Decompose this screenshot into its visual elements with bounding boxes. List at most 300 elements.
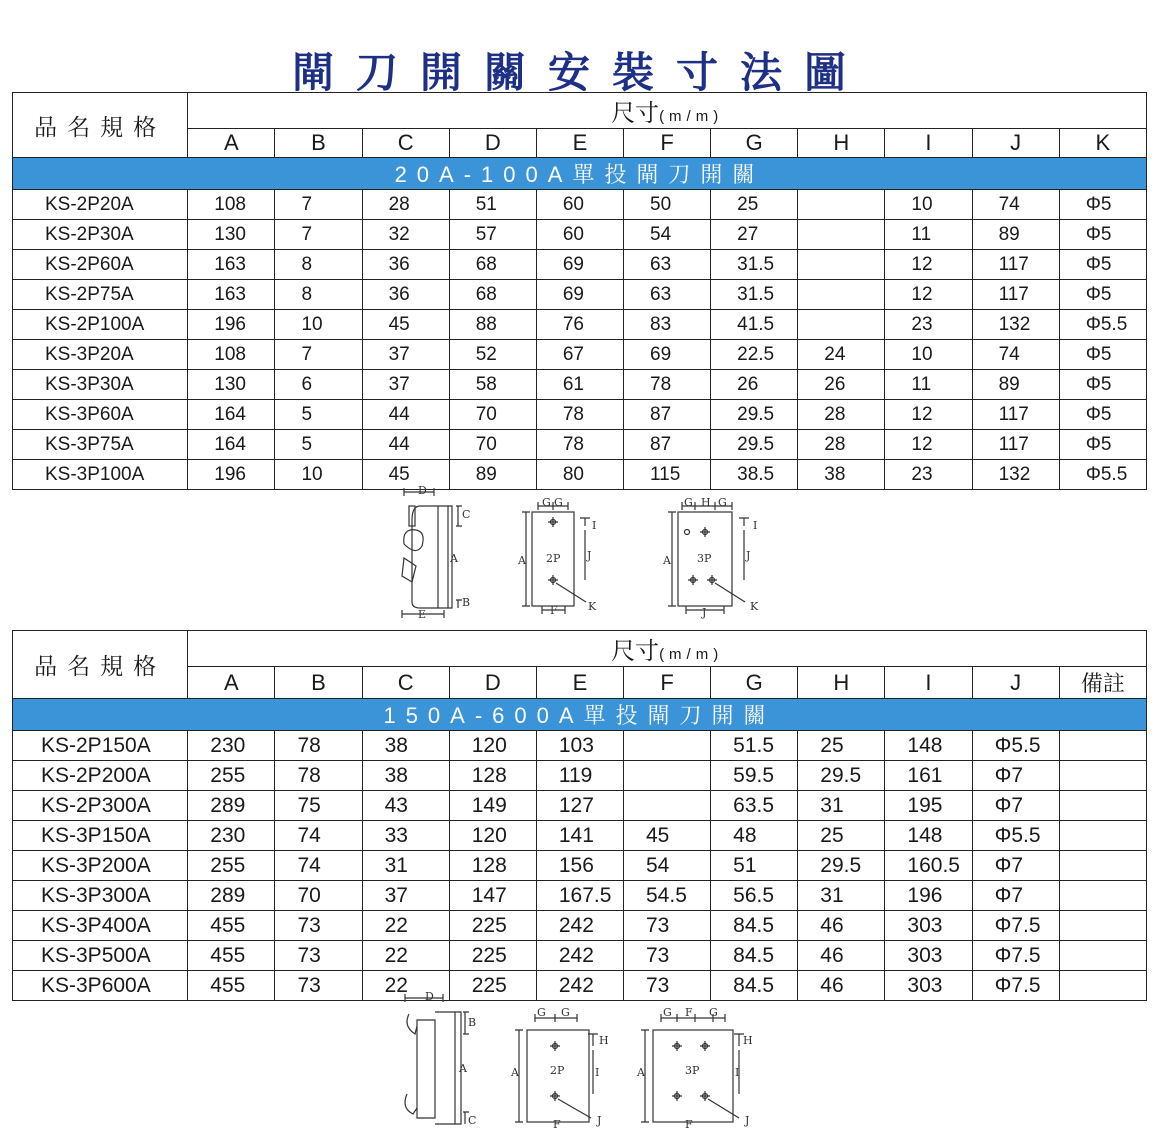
fig1-3p-label-i: I [753,519,758,532]
dimension-cell: 44 [362,400,449,430]
dimension-cell: 26 [711,370,798,400]
fig2-3p-label-a: A [637,1066,645,1079]
table-body [13,190,1147,490]
dimension-cell: 130 [188,370,275,400]
dimension-cell: 289 [188,881,275,911]
dimension-cell: Φ5.5 [1059,310,1146,340]
dimension-cell: 26 [798,370,885,400]
dimension-cell: 27 [711,220,798,250]
model-name-cell: KS-2P300A [13,791,188,821]
fig2-2p-label-j: J [597,1114,602,1127]
table-row [13,220,1147,250]
dimension-cell: 45 [362,460,449,490]
dimension-cell: Φ5 [1059,280,1146,310]
dimension-cell: 59.5 [711,761,798,791]
dimension-cell: Φ5 [1059,220,1146,250]
dimension-cell: 108 [188,190,275,220]
dimension-cell: 455 [188,911,275,941]
dimension-cell: 117 [972,430,1059,460]
dimension-cell: 11 [885,370,972,400]
column-header: I [885,667,972,699]
dimension-cell: 70 [275,881,362,911]
dimension-cell: 63 [624,250,711,280]
dimension-cell: 60 [536,220,623,250]
dimension-cell: 41.5 [711,310,798,340]
column-header: F [624,129,711,158]
dimension-cell: 163 [188,250,275,280]
dimension-cell: 38 [362,731,449,761]
dimension-cell: 75 [275,791,362,821]
fig1-2p-label-2p: 2P [546,552,561,565]
dimension-cell: 7 [275,190,362,220]
model-name-cell: KS-3P400A [13,911,188,941]
dimension-cell: 108 [188,340,275,370]
dimension-cell: 60 [536,190,623,220]
dimension-cell: 115 [624,460,711,490]
dimension-cell: 149 [449,791,536,821]
dimension-cell [1059,821,1146,851]
fig2-2p-label-2p: 2P [550,1064,565,1077]
fig2-side-label-d: D [425,990,434,1003]
dimension-cell: 5 [275,400,362,430]
dimension-cell: 12 [885,400,972,430]
unit-label: (m/m) [659,108,724,125]
fig1-3p-label-h: H [701,496,711,509]
dimension-cell: 52 [449,340,536,370]
dimension-cell: 230 [188,731,275,761]
dimension-cell: 29.5 [711,430,798,460]
dimension-cell [1059,971,1146,1001]
dimension-cell: 51.5 [711,731,798,761]
dimension-cell: 255 [188,761,275,791]
dimension-cell: 31.5 [711,250,798,280]
dimension-cell: Φ5 [1059,370,1146,400]
dimension-cell: 51 [449,190,536,220]
dimension-cell: 69 [624,340,711,370]
dimension-cell: Φ5.5 [972,821,1059,851]
dimension-cell: 87 [624,430,711,460]
dimension-cell: 156 [536,851,623,881]
model-name-cell: KS-3P20A [13,340,188,370]
model-name-cell: KS-3P30A [13,370,188,400]
dimension-cell: 73 [624,971,711,1001]
dimension-cell: 28 [798,430,885,460]
dimension-cell: 196 [188,460,275,490]
fig1-2p-label-a: A [518,554,526,567]
model-name-cell: KS-2P150A [13,731,188,761]
dimension-cell: 117 [972,250,1059,280]
table-row [13,821,1147,851]
dimension-label: 尺寸 [611,100,660,127]
name-header: 品名規格 [13,93,188,158]
fig2-3p-label-bottom: F [685,1118,693,1128]
dimension-cell: 43 [362,791,449,821]
fig2-3p-label-h: H [743,1034,753,1047]
dimension-cell: 127 [536,791,623,821]
dimension-cell [1059,761,1146,791]
model-name-cell: KS-2P200A [13,761,188,791]
dimension-cell: 7 [275,340,362,370]
fig1-side-label-e: E [418,608,427,621]
dimension-cell: 45 [362,310,449,340]
dimension-cell: 73 [275,911,362,941]
column-header: D [449,129,536,158]
dimension-cell: 225 [449,911,536,941]
dimension-cell: Φ7.5 [972,971,1059,1001]
column-header: D [449,667,536,699]
dimension-cell: 289 [188,791,275,821]
column-header: A [188,667,275,699]
model-name-cell: KS-2P30A [13,220,188,250]
dimension-cell: 8 [275,250,362,280]
dimension-cell: Φ5 [1059,340,1146,370]
dimension-cell: 12 [885,250,972,280]
table-row [13,310,1147,340]
dimension-cell [1059,731,1146,761]
dimension-cell: 38 [362,761,449,791]
dimension-cell: 84.5 [711,971,798,1001]
dimension-drawing-1 [390,484,770,624]
dimension-cell: 74 [972,190,1059,220]
fig2-3p-label-3p: 3P [685,1064,700,1077]
dimension-cell: 74 [972,340,1059,370]
fig1-2p-label-k: K [588,600,597,613]
dimension-cell: 36 [362,250,449,280]
dimension-cell: 38 [798,460,885,490]
dimension-cell: 167.5 [536,881,623,911]
dimension-cell: 24 [798,340,885,370]
table-body [13,731,1147,1001]
fig2-2p-label-i: I [595,1066,600,1079]
dimension-cell: 28 [362,190,449,220]
fig2-3p-label-g1: G [663,1006,672,1019]
dimension-cell: 69 [536,250,623,280]
dimension-cell: Φ5 [1059,400,1146,430]
dimension-cell: 22 [362,971,449,1001]
dimension-cell: 12 [885,430,972,460]
dimension-cell: 68 [449,250,536,280]
fig1-3p-label-bottom: J [702,606,707,619]
dimension-label: 尺寸 [611,638,660,665]
dimension-cell: 44 [362,430,449,460]
model-name-cell: KS-2P60A [13,250,188,280]
dimension-cell: 196 [188,310,275,340]
dimension-cell [624,791,711,821]
dimension-cell: 163 [188,280,275,310]
table-row [13,881,1147,911]
dimension-cell: 147 [449,881,536,911]
fig2-2p-label-g2: G [561,1006,570,1019]
dimension-cell [1059,851,1146,881]
dimension-cell: 303 [885,971,972,1001]
dimension-cell: 50 [624,190,711,220]
table-row [13,851,1147,881]
dimension-cell: 54 [624,220,711,250]
dimension-cell: 303 [885,911,972,941]
dimension-cell: 38.5 [711,460,798,490]
fig1-2p-label-f: F [550,604,558,617]
dimension-cell: 68 [449,280,536,310]
model-name-cell: KS-2P75A [13,280,188,310]
dimension-cell: 141 [536,821,623,851]
dimension-cell: 148 [885,731,972,761]
column-header: G [711,129,798,158]
dimension-cell: Φ5 [1059,250,1146,280]
dimension-cell: 87 [624,400,711,430]
fig1-2p-label-j: J [587,549,592,562]
dimension-cell: 78 [275,761,362,791]
dimension-cell: Φ7 [972,851,1059,881]
fig1-3p-label-k: K [750,600,759,613]
dimension-cell: 161 [885,761,972,791]
dimension-cell: 29.5 [798,851,885,881]
dimension-cell: 76 [536,310,623,340]
dimension-cell: 67 [536,340,623,370]
fig1-3p-label-g2: G [718,496,727,509]
dimension-cell: 22 [362,911,449,941]
column-header: E [536,129,623,158]
dimension-cell: 46 [798,911,885,941]
section-band: 20A-100A單投閘刀開關 [13,158,1147,190]
dimension-cell: 61 [536,370,623,400]
model-name-cell: KS-3P100A [13,460,188,490]
dimension-cell [1059,881,1146,911]
column-header: J [972,667,1059,699]
dimension-cell: 63.5 [711,791,798,821]
dimension-cell: Φ7 [972,881,1059,911]
dimension-cell: 37 [362,340,449,370]
dimension-cell: 255 [188,851,275,881]
fig2-side-label-c: C [468,1114,477,1127]
fig1-side-label-a: A [450,552,458,565]
spec-table-20a-100a [12,92,1147,490]
dimension-cell: 22.5 [711,340,798,370]
dimension-cell: 7 [275,220,362,250]
dimension-cell: 23 [885,460,972,490]
dimension-cell: 117 [972,400,1059,430]
dimension-cell: 73 [275,971,362,1001]
dimension-cell: Φ7 [972,761,1059,791]
dimension-cell: 12 [885,280,972,310]
dimension-cell: 46 [798,941,885,971]
fig1-2p-label-i: I [592,519,597,532]
fig2-2p-label-h: H [599,1034,609,1047]
dimension-cell: 89 [972,370,1059,400]
fig1-side-label-d: D [418,484,427,497]
dimension-cell: 51 [711,851,798,881]
dimension-cell [798,280,885,310]
dimension-cell: 119 [536,761,623,791]
table-row [13,400,1147,430]
dimension-cell: 54 [624,851,711,881]
dimension-cell [624,761,711,791]
dimension-cell: Φ5 [1059,190,1146,220]
dimension-cell [798,220,885,250]
column-header: C [362,129,449,158]
dimension-cell: 78 [536,430,623,460]
model-name-cell: KS-3P60A [13,400,188,430]
dimension-cell [798,250,885,280]
fig1-2p-label-g1: G [542,496,551,509]
fig2-3p-label-g2: G [709,1006,718,1019]
fig2-2p-label-f: F [553,1118,561,1128]
dimension-cell: 196 [885,881,972,911]
fig2-3p-label-f: F [685,1006,693,1019]
dimension-cell: 89 [449,460,536,490]
dimension-cell: 73 [275,941,362,971]
table-row [13,250,1147,280]
dimension-cell: 37 [362,370,449,400]
name-header: 品名規格 [13,631,188,699]
dimension-cell: 455 [188,971,275,1001]
dimension-cell: 74 [275,851,362,881]
fig1-3p-label-a: A [663,554,671,567]
dimension-cell: 132 [972,310,1059,340]
column-header: 備註 [1059,667,1146,699]
fig1-2p-label-g2: G [554,496,563,509]
model-name-cell: KS-3P75A [13,430,188,460]
fig2-3p-label-i: I [735,1066,740,1079]
column-header: K [1059,129,1146,158]
dimension-cell: 48 [711,821,798,851]
column-header: H [798,129,885,158]
table-row [13,190,1147,220]
fig1-3p-label-j: J [746,549,751,562]
dimension-cell [1059,941,1146,971]
dimension-cell: Φ7.5 [972,941,1059,971]
dimension-cell: 78 [275,731,362,761]
model-name-cell: KS-2P100A [13,310,188,340]
dimension-cell: 164 [188,400,275,430]
dimension-cell: 88 [449,310,536,340]
dimension-cell [798,190,885,220]
dimension-cell: 58 [449,370,536,400]
dimension-cell: 63 [624,280,711,310]
fig2-2p-label-g1: G [537,1006,546,1019]
dimension-cell: 8 [275,280,362,310]
model-name-cell: KS-2P20A [13,190,188,220]
dimension-cell: Φ5.5 [972,731,1059,761]
dimension-cell: 10 [275,460,362,490]
dimension-cell: 164 [188,430,275,460]
dimension-cell: Φ7 [972,791,1059,821]
dimension-drawing-2 [395,990,775,1128]
dimension-cell: 84.5 [711,911,798,941]
fig2-2p-label-a: A [511,1066,519,1079]
dimension-cell: 78 [624,370,711,400]
dimension-header [188,93,1147,129]
dimension-cell: 45 [624,821,711,851]
dimension-cell: 11 [885,220,972,250]
dimension-cell: 70 [449,400,536,430]
dimension-cell: 103 [536,731,623,761]
table-row [13,430,1147,460]
dimension-cell: 242 [536,911,623,941]
dimension-cell: 10 [275,310,362,340]
dimension-cell: 73 [624,941,711,971]
dimension-cell: 31 [362,851,449,881]
dimension-cell: 78 [536,400,623,430]
column-header: J [972,129,1059,158]
dimension-cell: 89 [972,220,1059,250]
table-row [13,761,1147,791]
section-band: 150A-600A單投閘刀開關 [13,699,1147,731]
fig1-3p-label-g1: G [684,496,693,509]
model-name-cell: KS-3P300A [13,881,188,911]
fig2-3p-label-j: J [745,1114,750,1127]
dimension-cell: 25 [798,821,885,851]
dimension-cell: 31.5 [711,280,798,310]
dimension-cell: 74 [275,821,362,851]
fig1-side-label-b: B [462,596,471,609]
fig2-side-label-a: A [459,1062,467,1075]
dimension-cell: 225 [449,941,536,971]
fig2-side-label-b: B [468,1016,477,1029]
dimension-cell: Φ7.5 [972,911,1059,941]
dimension-cell: 36 [362,280,449,310]
dimension-cell: 455 [188,941,275,971]
dimension-cell: 37 [362,881,449,911]
dimension-cell: 242 [536,941,623,971]
table-row [13,370,1147,400]
column-header: I [885,129,972,158]
dimension-cell: 70 [449,430,536,460]
page-title: 閘刀開關安裝寸法圖 [291,48,868,97]
dimension-cell: 57 [449,220,536,250]
dimension-cell: 130 [188,220,275,250]
table-row [13,791,1147,821]
dimension-cell: 69 [536,280,623,310]
dimension-cell: 120 [449,731,536,761]
dimension-cell: 128 [449,851,536,881]
table-row [13,911,1147,941]
model-name-cell: KS-3P150A [13,821,188,851]
dimension-cell: 83 [624,310,711,340]
table-row [13,280,1147,310]
dimension-cell: 73 [624,911,711,941]
spec-table-150a-600a [12,630,1147,1001]
dimension-cell: 22 [362,941,449,971]
dimension-cell: 225 [449,971,536,1001]
dimension-cell: 160.5 [885,851,972,881]
dimension-cell: Φ5 [1059,430,1146,460]
dimension-cell: Φ5.5 [1059,460,1146,490]
dimension-cell [1059,791,1146,821]
dimension-cell: 31 [798,791,885,821]
model-name-cell: KS-3P200A [13,851,188,881]
dimension-cell: 46 [798,971,885,1001]
column-header: G [711,667,798,699]
dimension-cell: 230 [188,821,275,851]
fig1-3p-label-3p: 3P [697,552,712,565]
table-row [13,731,1147,761]
column-header: B [275,129,362,158]
model-name-cell: KS-3P500A [13,941,188,971]
dimension-cell: 148 [885,821,972,851]
dimension-cell: 25 [711,190,798,220]
column-header: H [798,667,885,699]
column-header: E [536,667,623,699]
column-header: F [624,667,711,699]
dimension-cell: 132 [972,460,1059,490]
dimension-cell: 25 [798,731,885,761]
dimension-cell: 6 [275,370,362,400]
dimension-cell: 54.5 [624,881,711,911]
model-name-cell: KS-3P600A [13,971,188,1001]
unit-label: (m/m) [659,646,724,663]
dimension-cell: 80 [536,460,623,490]
dimension-cell: 10 [885,340,972,370]
